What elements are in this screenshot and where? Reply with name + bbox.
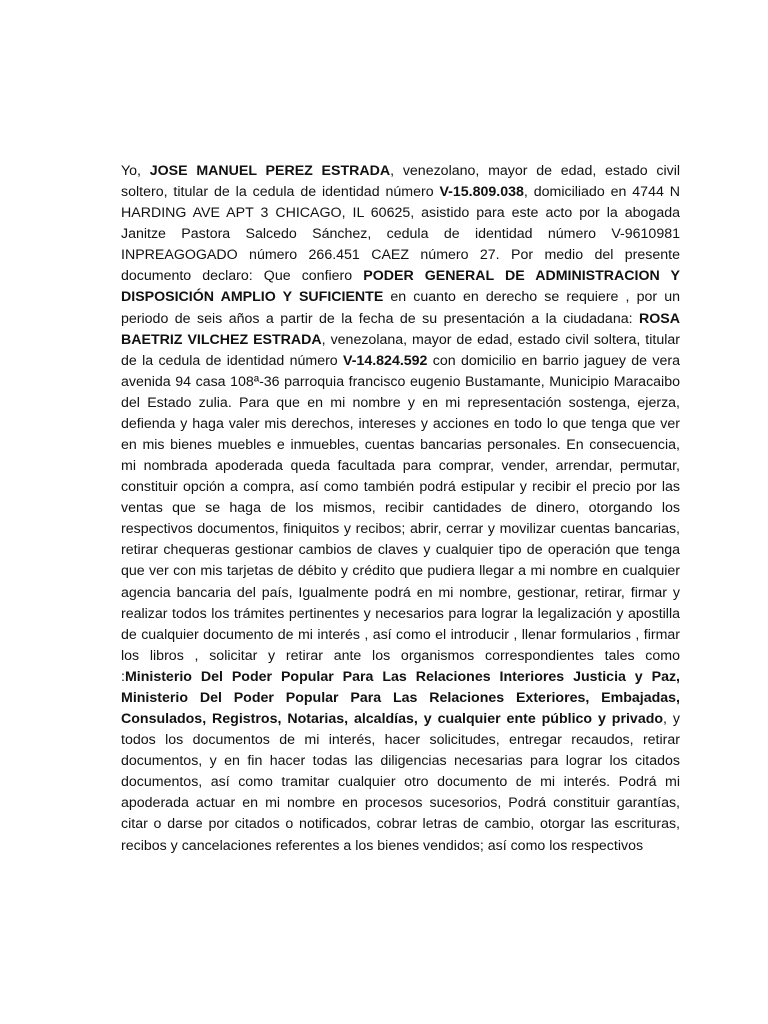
grantor-name: JOSE MANUEL PEREZ ESTRADA	[149, 163, 391, 179]
text-segment: , y todos los documentos de mi interés, hacer solicitudes, entregar recaudos, retirar documentos, y en fin hacer todas las diligencias necesarias para lograr los citados documentos, así como tramitar cualquier otro documento de mi interés. Podrá mi apoderada actuar en mi nombre en procesos sucesorios, Podrá constituir garantías, citar o darse por citados o notificados, cobrar letras de cambio, otorgar las escrituras, recibos y cancelaciones referentes a los bienes vendidos; así como los respectivos	[121, 711, 680, 854]
text-segment: Yo,	[121, 163, 150, 179]
power-type: PODER GENERAL DE ADMINISTRACION Y DISPOSICIÓN AMPLIO Y SUFICIENTE	[121, 268, 681, 306]
attorney-name: ROSA BAETRIZ VILCHEZ ESTRADA	[121, 310, 680, 348]
text-segment: , venezolana, mayor de edad, estado civil soltera, titular de la cedula de identidad número	[121, 331, 680, 369]
power-of-attorney-paragraph	[121, 161, 680, 857]
grantor-id-number: V-15.809.038	[439, 184, 524, 201]
text-segment: con domicilio en barrio jaguey de vera avenida 94 casa 108ª-36 parroquia francisco eugenio Bustamante, Municipio Maracaibo del Estado zulia. Para que en mi nombre y en mi representación sostenga, ejerza, defienda y haga valer mis derechos, intereses y acciones en todo lo que tenga que ver en mis bienes muebles e inmuebles, cuentas bancarias personales. En consecuencia, mi nombrada apoderada queda facultada para comprar, vender, arrendar, permutar, constituir opción a compra, así como también podrá estipular y recibir el precio por las ventas que se haga de los mismos, recibir cantidades de dinero, otorgando los respectivos documentos, finiquitos y recibos; abrir, cerrar y movilizar cuentas bancarias, retirar chequeras gestionar cambios de claves y cualquier tipo de operación que tenga que ver con mis tarjetas de débito y crédito que pudiera llegar a mi nombre en cualquier agencia bancaria del país, Igualmente podrá en mi nombre, gestionar, retirar, firmar y realizar todos los trámites pertinentes y necesarios para lograr la legalización y apostilla de cualquier documento de mi interés , así como el introducir , llenar formularios , firmar los libros , solicitar y retirar ante los organismos correspondientes tales como :	[121, 352, 680, 685]
text-segment: en cuanto en derecho se requiere , por un periodo de seis años a partir de la fecha de su presentación a la ciudadana:	[121, 289, 680, 327]
institutions-list: Ministerio Del Poder Popular Para Las Relaciones Interiores Justicia y Paz, Ministerio Del Poder Popular Para Las Relaciones Exteriores, Embajadas, Consulados, Registros, Notarias, alcaldías, y cualquier ente público y privado	[121, 668, 680, 728]
text-segment: , venezolano, mayor de edad, estado civil soltero, titular de la cedula de identidad número	[121, 163, 680, 201]
attorney-id-number: V-14.824.592	[343, 352, 428, 369]
text-segment: , domiciliado en 4744 N HARDING AVE APT 3 CHICAGO, IL 60625, asistido para este acto por la abogada Janitze Pastora Salcedo Sánchez, cedula de identidad número V-9610981 INPREAGOGADO número 266.451 CAEZ número 27. Por medio del presente documento declaro: Que confiero	[121, 184, 680, 285]
